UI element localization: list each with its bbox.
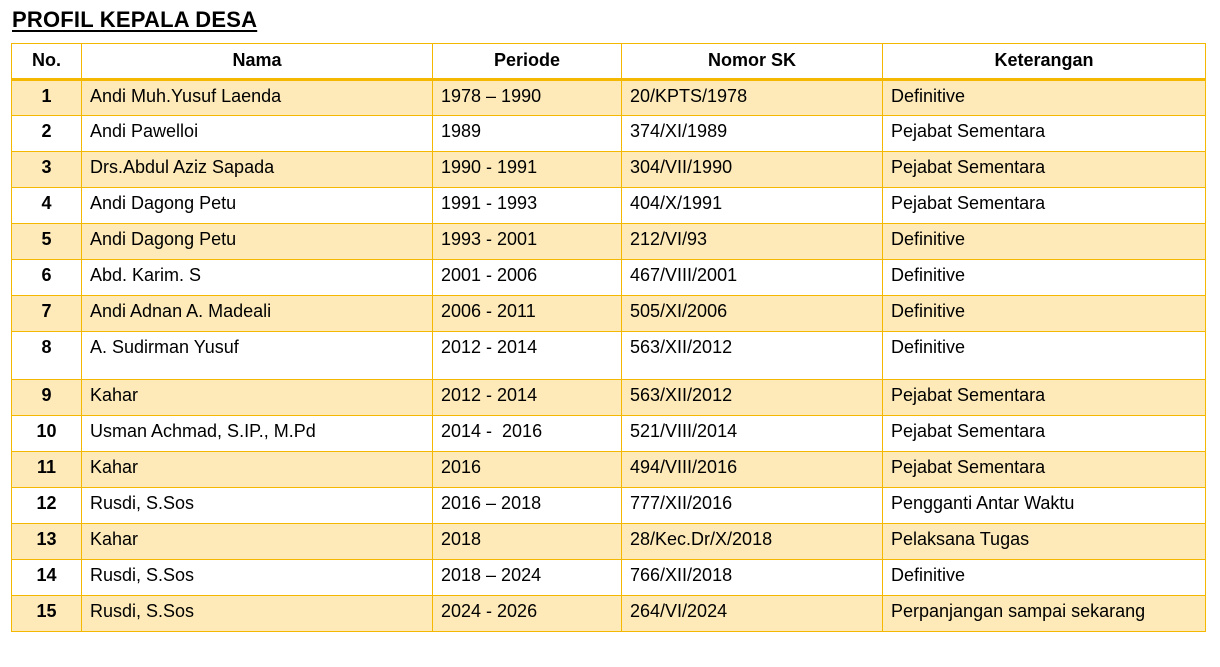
cell-nama: Kahar [82,452,433,488]
table-row [12,596,1206,632]
cell-nomor-sk: 563/XII/2012 [622,380,883,416]
cell-periode: 1978 – 1990 [433,80,622,116]
cell-nomor-sk: 777/XII/2016 [622,488,883,524]
cell-nama: A. Sudirman Yusuf [82,332,433,380]
cell-nama: Rusdi, S.Sos [82,596,433,632]
cell-no: 9 [12,380,82,416]
cell-nama: Andi Dagong Petu [82,224,433,260]
cell-keterangan: Pejabat Sementara [883,152,1206,188]
cell-keterangan: Pejabat Sementara [883,188,1206,224]
cell-nama: Kahar [82,380,433,416]
cell-no: 6 [12,260,82,296]
header-nama: Nama [82,44,433,80]
table-row [12,524,1206,560]
table-row [12,260,1206,296]
cell-nomor-sk: 494/VIII/2016 [622,452,883,488]
cell-keterangan: Pejabat Sementara [883,116,1206,152]
cell-nama: Rusdi, S.Sos [82,488,433,524]
cell-nomor-sk: 374/XI/1989 [622,116,883,152]
cell-no: 7 [12,296,82,332]
cell-periode: 1989 [433,116,622,152]
cell-no: 10 [12,416,82,452]
cell-nomor-sk: 264/VI/2024 [622,596,883,632]
cell-periode: 1991 - 1993 [433,188,622,224]
cell-nama: Andi Pawelloi [82,116,433,152]
cell-nama: Andi Adnan A. Madeali [82,296,433,332]
cell-no: 12 [12,488,82,524]
cell-nama: Drs.Abdul Aziz Sapada [82,152,433,188]
table-row [12,560,1206,596]
table-row [12,224,1206,260]
cell-periode: 2018 [433,524,622,560]
table-row [12,488,1206,524]
cell-periode: 2024 - 2026 [433,596,622,632]
cell-nama: Usman Achmad, S.IP., M.Pd [82,416,433,452]
cell-keterangan: Definitive [883,80,1206,116]
cell-no: 3 [12,152,82,188]
cell-no: 4 [12,188,82,224]
cell-no: 15 [12,596,82,632]
cell-no: 2 [12,116,82,152]
table-row [12,116,1206,152]
table-row [12,80,1206,116]
table-row [12,452,1206,488]
cell-no: 5 [12,224,82,260]
cell-keterangan: Definitive [883,224,1206,260]
cell-keterangan: Pengganti Antar Waktu [883,488,1206,524]
page-title: PROFIL KEPALA DESA [12,7,258,32]
cell-periode: 2012 - 2014 [433,332,622,380]
cell-periode: 2016 – 2018 [433,488,622,524]
table-row [12,332,1206,380]
header-no: No. [12,44,82,80]
cell-keterangan: Definitive [883,260,1206,296]
cell-periode: 1993 - 2001 [433,224,622,260]
cell-nomor-sk: 467/VIII/2001 [622,260,883,296]
cell-no: 13 [12,524,82,560]
cell-no: 8 [12,332,82,380]
cell-no: 14 [12,560,82,596]
cell-nomor-sk: 563/XII/2012 [622,332,883,380]
header-nomor-sk: Nomor SK [622,44,883,80]
cell-keterangan: Definitive [883,296,1206,332]
table-row [12,380,1206,416]
cell-periode: 2014 - 2016 [433,416,622,452]
table-row [12,152,1206,188]
cell-keterangan: Pejabat Sementara [883,416,1206,452]
cell-nomor-sk: 404/X/1991 [622,188,883,224]
cell-keterangan: Definitive [883,332,1206,380]
cell-nama: Abd. Karim. S [82,260,433,296]
cell-keterangan: Definitive [883,560,1206,596]
cell-nomor-sk: 212/VI/93 [622,224,883,260]
cell-nomor-sk: 766/XII/2018 [622,560,883,596]
kepala-desa-table [11,43,1206,632]
table-row [12,188,1206,224]
cell-nomor-sk: 304/VII/1990 [622,152,883,188]
cell-keterangan: Perpanjangan sampai sekarang [883,596,1206,632]
header-keterangan: Keterangan [883,44,1206,80]
cell-nama: Kahar [82,524,433,560]
cell-nomor-sk: 20/KPTS/1978 [622,80,883,116]
cell-keterangan: Pelaksana Tugas [883,524,1206,560]
header-periode: Periode [433,44,622,80]
cell-nama: Andi Dagong Petu [82,188,433,224]
cell-nomor-sk: 505/XI/2006 [622,296,883,332]
table-row [12,296,1206,332]
cell-periode: 1990 - 1991 [433,152,622,188]
cell-no: 11 [12,452,82,488]
cell-no: 1 [12,80,82,116]
cell-periode: 2016 [433,452,622,488]
cell-periode: 2012 - 2014 [433,380,622,416]
table-header-row [12,44,1206,80]
cell-periode: 2001 - 2006 [433,260,622,296]
cell-nama: Andi Muh.Yusuf Laenda [82,80,433,116]
cell-periode: 2006 - 2011 [433,296,622,332]
cell-keterangan: Pejabat Sementara [883,380,1206,416]
table-row [12,416,1206,452]
cell-periode: 2018 – 2024 [433,560,622,596]
cell-nomor-sk: 28/Kec.Dr/X/2018 [622,524,883,560]
cell-keterangan: Pejabat Sementara [883,452,1206,488]
cell-nomor-sk: 521/VIII/2014 [622,416,883,452]
cell-nama: Rusdi, S.Sos [82,560,433,596]
